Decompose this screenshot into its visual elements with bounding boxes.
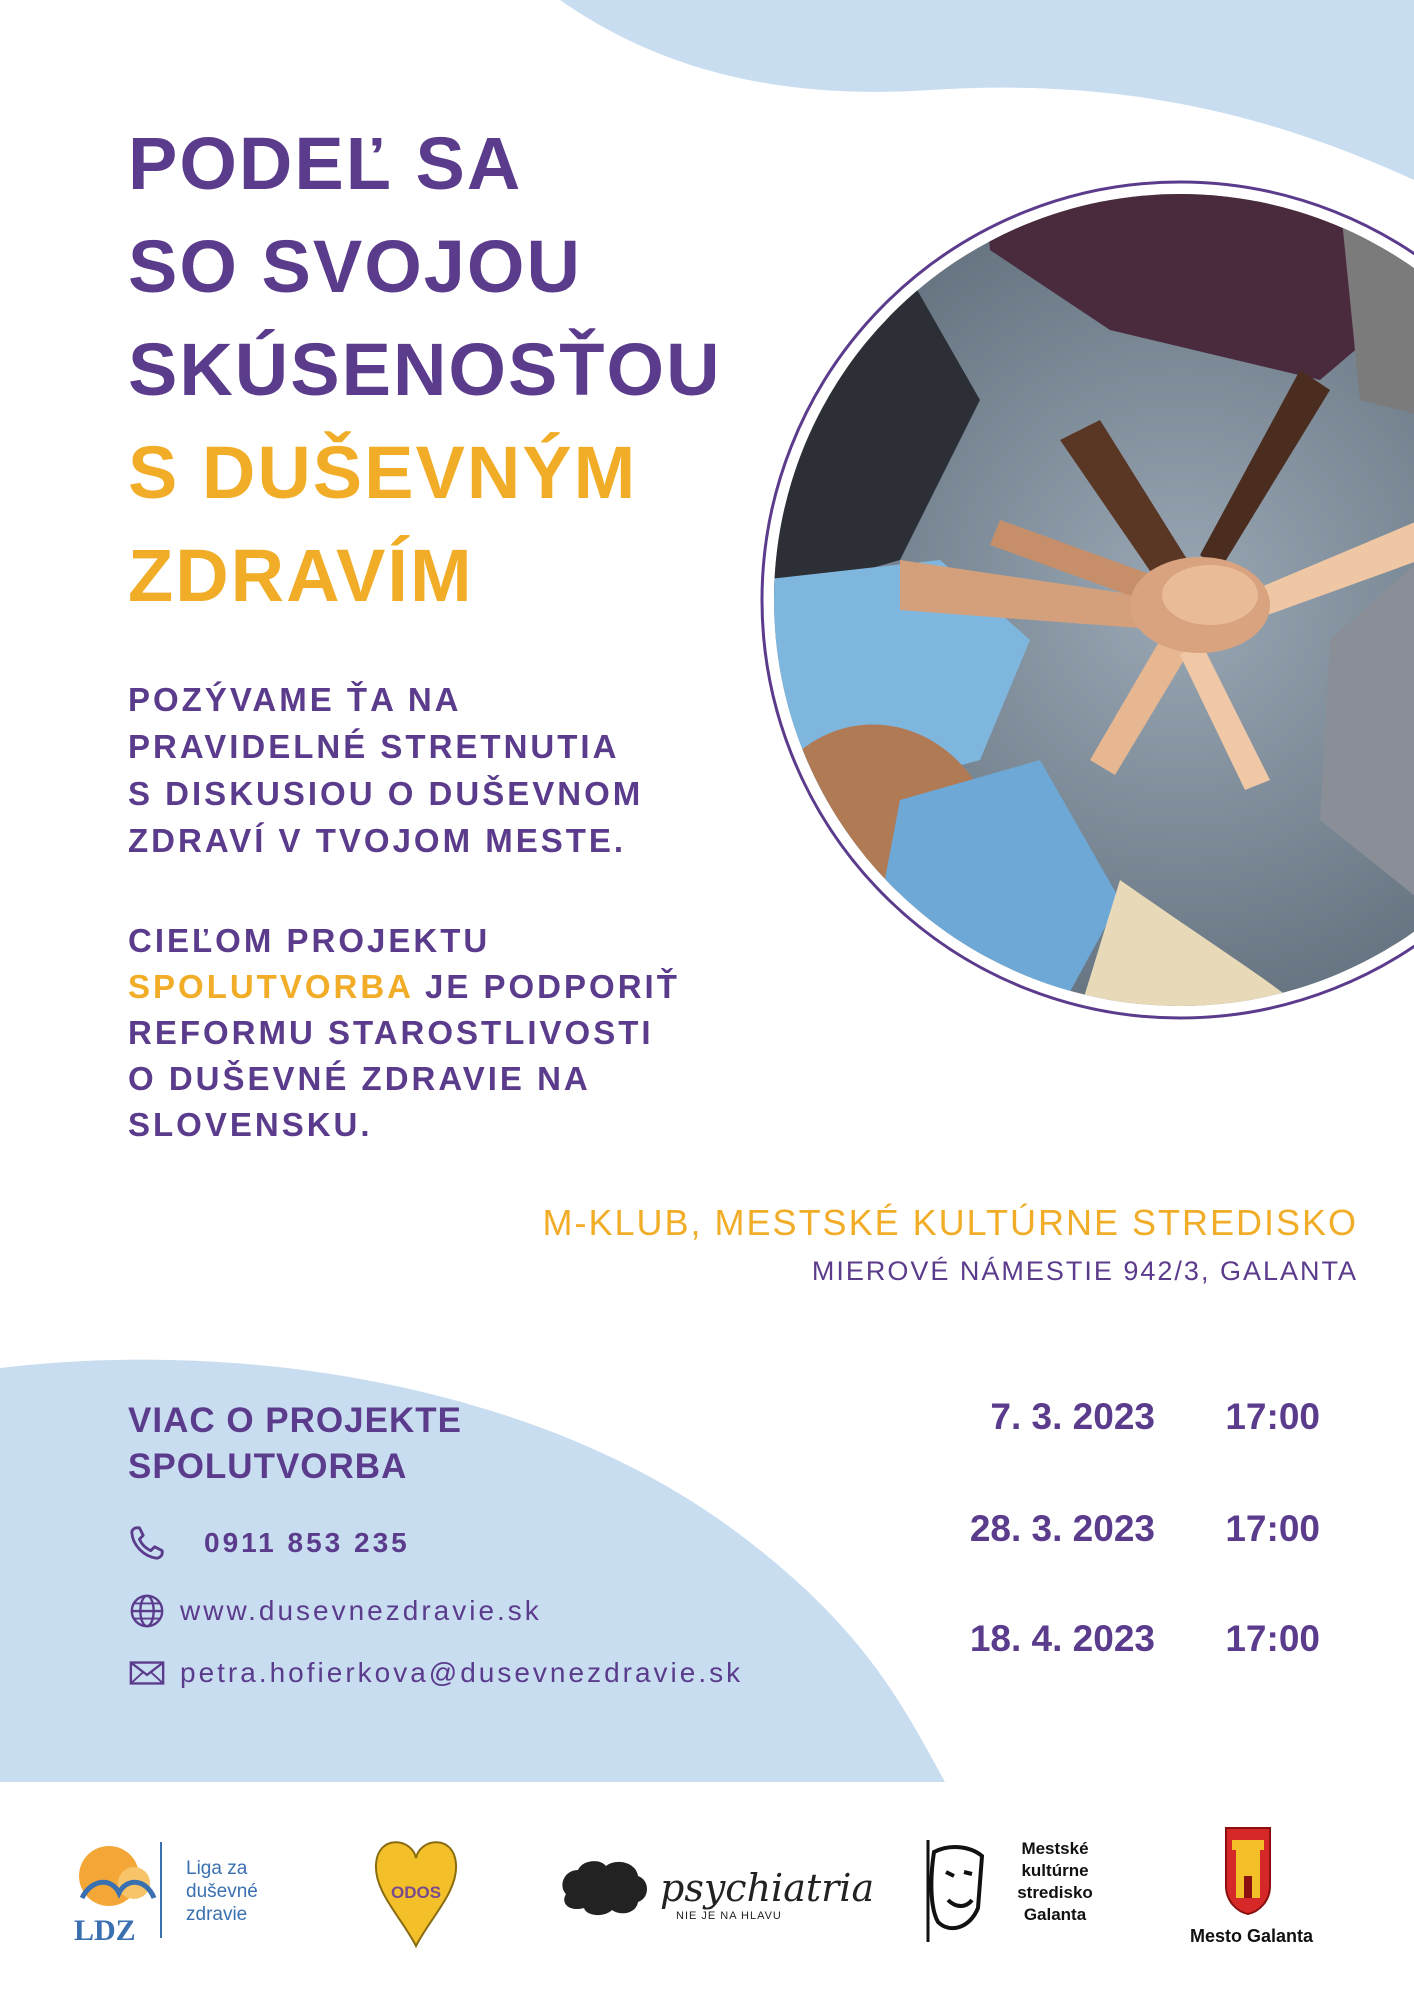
schedule-row: [940, 1508, 1320, 1550]
schedule-row: [940, 1396, 1320, 1438]
ldz-text-line: duševné: [186, 1881, 258, 1902]
hands-photo: [760, 120, 1414, 1010]
venue-address: MIEROVÉ NÁMESTIE 942/3, GALANTA: [811, 1256, 1358, 1286]
galanta-coat-of-arms-icon: [1224, 1826, 1272, 1916]
invitation-line: S DISKUSIOU O DUŠEVNOM: [128, 775, 644, 812]
invitation-text: [128, 676, 643, 864]
mks-text-line: Mestské: [1021, 1839, 1089, 1858]
goal-line: [128, 964, 680, 1010]
headline: [128, 112, 722, 627]
goal-line: REFORMU STAROSTLIVOSTI: [128, 1014, 654, 1051]
headline-line: SO SVOJOU: [128, 225, 582, 308]
goal-line: O DUŠEVNÉ ZDRAVIE NA: [128, 1060, 591, 1097]
more-info-line: VIAC O PROJEKTE: [128, 1401, 462, 1440]
mks-text-line: Galanta: [1023, 1905, 1087, 1924]
meeting-time: 17:00: [1225, 1618, 1320, 1659]
project-name-highlight: SPOLUTVORBA: [128, 968, 413, 1005]
mks-text-line: kultúrne: [1021, 1861, 1089, 1880]
meeting-time: 17:00: [1225, 1508, 1320, 1549]
meeting-date: 18. 4. 2023: [969, 1618, 1155, 1659]
psychiatria-logo-text: psychiatria: [660, 1866, 875, 1910]
ldz-text-line: Liga za: [186, 1858, 248, 1879]
odos-logo: [368, 1828, 464, 1950]
headline-highlight-line: ZDRAVÍM: [128, 534, 474, 617]
ldz-text-line: zdravie: [186, 1904, 248, 1925]
galanta-logo-text: Mesto Galanta: [1190, 1926, 1314, 1946]
invitation-line: POZÝVAME ŤA NA: [128, 681, 462, 718]
phone-contact[interactable]: [128, 1524, 410, 1562]
project-goal-text: [128, 918, 680, 1148]
mks-text-line: stredisko: [1017, 1883, 1093, 1902]
website-contact[interactable]: [128, 1592, 542, 1630]
globe-icon: [128, 1592, 166, 1630]
ldz-logo-text: [186, 1857, 258, 1926]
email-link[interactable]: petra.hofierkova@dusevnezdravie.sk: [180, 1657, 744, 1688]
goal-line: CIEĽOM PROJEKTU: [128, 922, 491, 959]
website-link[interactable]: www.dusevnezdravie.sk: [180, 1595, 542, 1626]
ldz-divider: [160, 1842, 162, 1938]
more-info-line: SPOLUTVORBA: [128, 1447, 408, 1486]
email-contact[interactable]: [128, 1654, 743, 1692]
venue-name: M-KLUB, MESTSKÉ KULTÚRNE STREDISKO: [542, 1202, 1358, 1243]
invitation-line: PRAVIDELNÉ STRETNUTIA: [128, 728, 620, 765]
psychiatria-logo-subtitle: NIE JE NA HLAVU: [676, 1910, 782, 1922]
brain-icon: [556, 1856, 652, 1922]
headline-line: PODEĽ SA: [128, 122, 523, 205]
meeting-date: 7. 3. 2023: [990, 1396, 1155, 1437]
invitation-line: ZDRAVÍ V TVOJOM MESTE.: [128, 822, 627, 859]
svg-text:LDZ: LDZ: [74, 1914, 136, 1947]
meeting-time: 17:00: [1225, 1396, 1320, 1437]
more-info-heading: [128, 1398, 462, 1490]
mail-icon: [128, 1654, 166, 1692]
phone-number[interactable]: 0911 853 235: [204, 1527, 410, 1558]
headline-line: SKÚSENOSŤOU: [128, 328, 722, 411]
ldz-logo: [64, 1838, 174, 1948]
theatre-masks-icon: [920, 1838, 992, 1948]
phone-icon: [128, 1524, 166, 1562]
goal-line: SLOVENSKU.: [128, 1106, 373, 1143]
meeting-date: 28. 3. 2023: [969, 1508, 1155, 1549]
mks-logo-text: [1000, 1838, 1110, 1926]
schedule-row: [940, 1618, 1320, 1660]
headline-highlight-line: S DUŠEVNÝM: [128, 431, 638, 514]
odos-logo-text: ODOS: [390, 1883, 442, 1902]
goal-line-rest: JE PODPORIŤ: [412, 968, 680, 1005]
